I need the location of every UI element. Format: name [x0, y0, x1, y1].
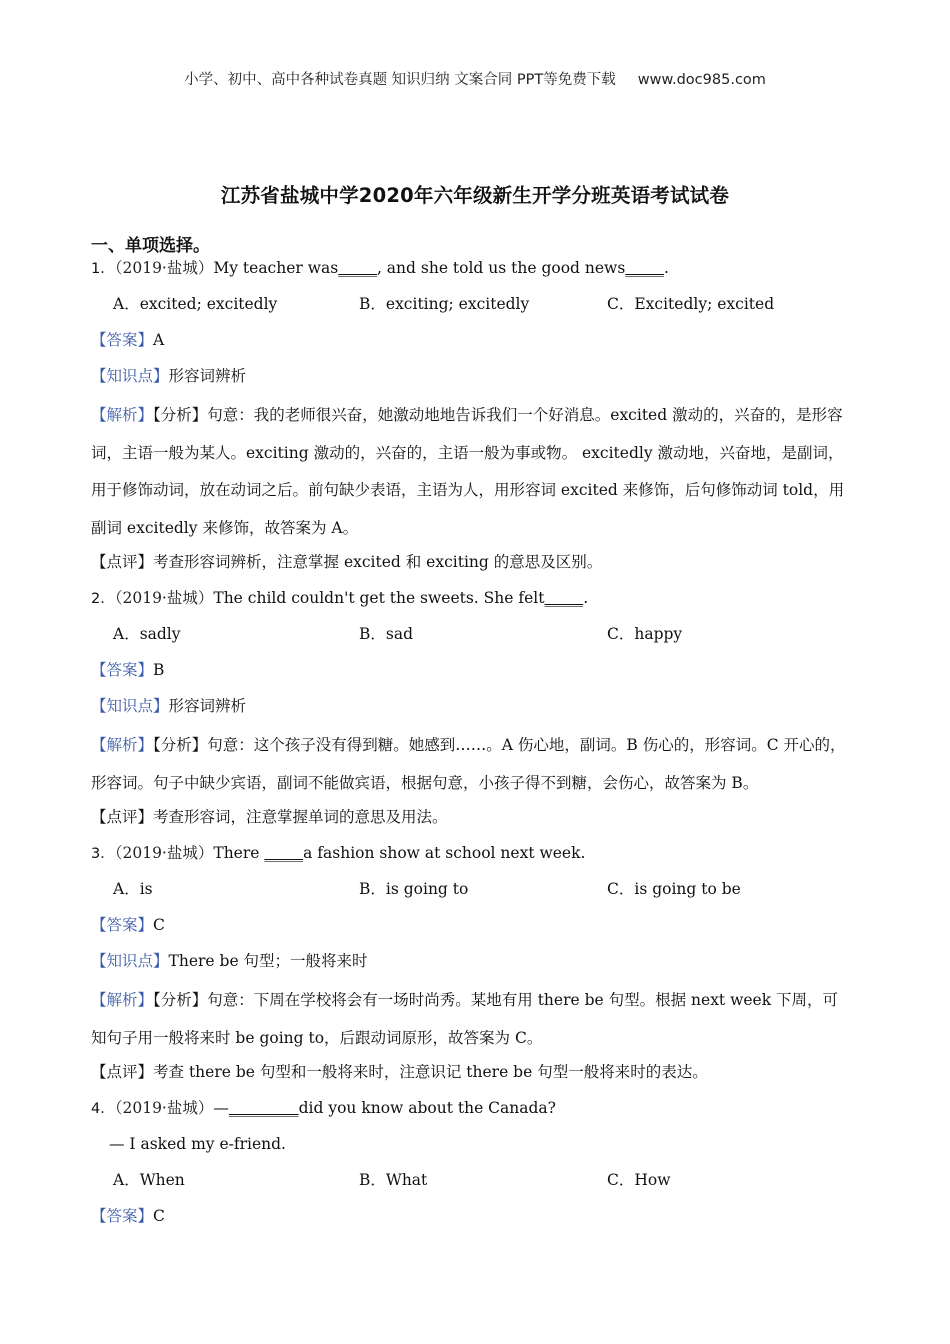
question-4 [91, 1093, 853, 1237]
analysis-text: 【分析】句意：下周在学校将会有一场时尚秀。某地有用 there be 句型。根据 next week 下周，可知句子用一般将来时 be going to，后跟动词原形，故答案为 C。 [91, 991, 839, 1047]
stem-text: My teacher was [213, 259, 339, 277]
knowledge-line [91, 361, 853, 397]
question-stem [91, 583, 853, 619]
review-line [91, 1057, 853, 1093]
analysis-block [91, 727, 853, 802]
knowledge-line [91, 691, 853, 727]
question-stem [91, 253, 853, 289]
analysis-text: 【分析】句意：这个孩子没有得到糖。她感到……。A 伤心地，副词。B 伤心的，形容词。C 开心的，形容词。句子中缺少宾语，副词不能做宾语，根据句意，小孩子得不到糖，会伤心，故答案为 B。 [91, 736, 846, 792]
knowledge-value: 形容词辨析 [168, 367, 247, 385]
answer-line [91, 325, 853, 361]
analysis-text: 【分析】句意：我的老师很兴奋，她激动地地告诉我们一个好消息。excited 激动的，兴奋的，是形容词，主语一般为某人。exciting 激动的，兴奋的，主语一般为事或物。 excitedly 激动地，兴奋地，是副词，用于修饰动词，放在动词之后。前句缺少表语，主语为人，用形容词 excited 来修饰，后句修饰动词 told，用副词 excitedly 来修饰，故答案为 A。 [91, 406, 845, 537]
option-b: B．What [359, 1171, 428, 1189]
analysis-label: 【解析】 [91, 736, 154, 754]
stem-text: There [213, 844, 265, 862]
question-3 [91, 838, 853, 1093]
answer-blank: _________ [228, 1099, 299, 1117]
option-row [91, 289, 853, 325]
review-text: 考查形容词辨析，注意掌握 excited 和 exciting 的意思及区别。 [153, 553, 603, 571]
question-source: （2019·盐城） [114, 259, 214, 277]
stem-text: a fashion show at school next week. [303, 844, 586, 862]
stem-text: . [664, 259, 669, 277]
stem-text: did you know about the Canada? [298, 1099, 556, 1117]
knowledge-label: 【知识点】 [91, 367, 169, 385]
answer-value: A [153, 331, 165, 349]
answer-blank: _____ [544, 589, 584, 607]
knowledge-value: 形容词辨析 [168, 697, 247, 715]
option-c: C．How [607, 1171, 671, 1189]
answer-value: C [153, 916, 165, 934]
stem-text: The child couldn't get the sweets. She felt [213, 589, 545, 607]
question-source: （2019·盐城） [114, 844, 214, 862]
option-row [91, 1165, 853, 1201]
review-text: 考查形容词，注意掌握单词的意思及用法。 [153, 808, 448, 826]
review-label: 【点评】 [91, 808, 154, 826]
analysis-block [91, 397, 853, 547]
analysis-label: 【解析】 [91, 406, 154, 424]
analysis-block [91, 982, 853, 1057]
option-a: A．sadly [113, 625, 181, 643]
option-a: A．excited; excitedly [113, 295, 278, 313]
answer-line [91, 1201, 853, 1237]
page-title: 江苏省盐城中学2020年六年级新生开学分班英语考试试卷 [220, 184, 730, 207]
review-label: 【点评】 [91, 553, 154, 571]
review-label: 【点评】 [91, 1063, 154, 1081]
header-text: 小学、初中、高中各种试卷真题 知识归纳 文案合同 PPT等免费下载 [184, 72, 616, 88]
answer-label: 【答案】 [91, 331, 154, 349]
answer-line [91, 910, 853, 946]
question-number: 2． [91, 591, 115, 607]
question-source: （2019·盐城） [114, 589, 214, 607]
knowledge-line [91, 946, 853, 982]
question-source: （2019·盐城） [114, 1099, 214, 1117]
analysis-label: 【解析】 [91, 991, 154, 1009]
stem-text: . [583, 589, 589, 607]
question-1 [91, 253, 853, 583]
answer-line [91, 655, 853, 691]
answer-label: 【答案】 [91, 661, 154, 679]
dialog-reply: — I asked my e-friend. [109, 1135, 286, 1153]
review-text: 考查 there be 句型和一般将来时，注意识记 there be 句型一般将来时的表达。 [153, 1063, 708, 1081]
question-stem [91, 1093, 853, 1129]
option-b: B．exciting; excitedly [359, 295, 530, 313]
answer-blank: _____ [264, 844, 304, 862]
option-b: B．is going to [359, 880, 469, 898]
option-c: C．Excitedly; excited [607, 295, 775, 313]
section-heading: 一、单项选择。 [91, 236, 210, 256]
option-row [91, 619, 853, 655]
question-number: 1． [91, 261, 115, 277]
knowledge-label: 【知识点】 [91, 952, 169, 970]
answer-blank: _____ [625, 259, 665, 277]
knowledge-value: There be 句型；一般将来时 [168, 952, 368, 970]
answer-value: B [153, 661, 165, 679]
stem-text: , and she told us the good news [376, 259, 626, 277]
option-c: C．happy [607, 625, 683, 643]
answer-label: 【答案】 [91, 916, 154, 934]
question-number: 4． [91, 1101, 115, 1117]
knowledge-label: 【知识点】 [91, 697, 169, 715]
answer-label: 【答案】 [91, 1207, 154, 1225]
option-a: A．is [113, 880, 153, 898]
option-b: B．sad [359, 625, 414, 643]
page-header [0, 68, 950, 89]
option-c: C．is going to be [607, 880, 741, 898]
answer-value: C [153, 1207, 165, 1225]
review-line [91, 802, 853, 838]
question-number: 3． [91, 846, 115, 862]
answer-blank: _____ [338, 259, 377, 277]
stem-text: — [213, 1099, 229, 1117]
option-a: A．When [113, 1171, 185, 1189]
question-list [91, 253, 853, 1237]
question-stem [91, 838, 853, 874]
option-row [91, 874, 853, 910]
header-site[interactable]: www.doc985.com [637, 72, 766, 88]
review-line [91, 547, 853, 583]
question-2 [91, 583, 853, 838]
